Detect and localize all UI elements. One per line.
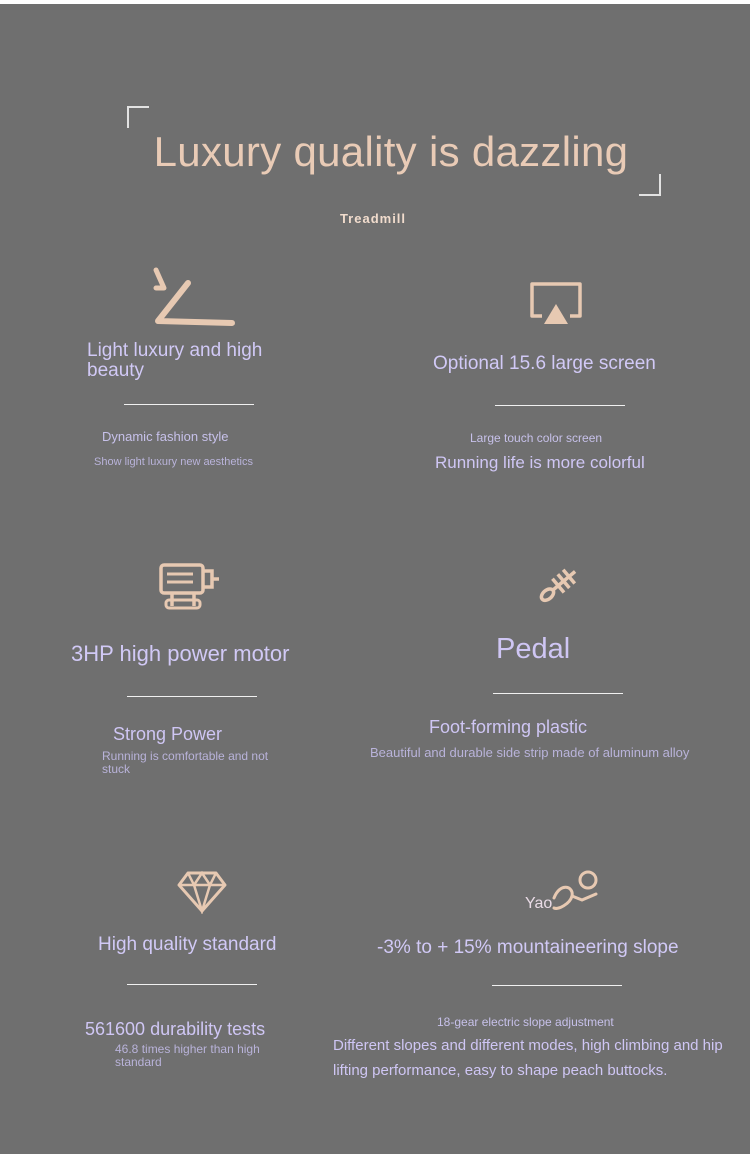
- divider: [127, 696, 257, 697]
- feature-heading-screen: Optional 15.6 large screen: [433, 353, 656, 374]
- feature-desc-light-luxury: Show light luxury new aesthetics: [94, 456, 253, 468]
- feature-heading-light-luxury: Light luxury and high beauty: [87, 340, 263, 381]
- page-title: Luxury quality is dazzling: [153, 128, 629, 175]
- feature-sub-screen: Large touch color screen: [470, 431, 603, 445]
- corner-bracket-top-left: [127, 106, 149, 128]
- divider: [495, 405, 625, 406]
- divider: [493, 693, 623, 694]
- feature-sub-slope: 18-gear electric slope adjustment: [437, 1015, 614, 1029]
- divider: [492, 985, 622, 986]
- screen-icon: [528, 280, 584, 328]
- corner-bracket-bottom-right: [639, 174, 661, 196]
- feature-heading-slope: -3% to + 15% mountaineering slope: [377, 937, 679, 958]
- feature-sub-pedal: Foot-forming plastic: [429, 717, 588, 737]
- pedal-icon: [534, 560, 584, 610]
- feature-desc-pedal: Beautiful and durable side strip made of aluminum alloy: [370, 745, 690, 760]
- feature-heading-quality: High quality standard: [98, 934, 277, 955]
- feature-desc-screen: Running life is more colorful: [435, 453, 645, 472]
- feature-heading-pedal: Pedal: [496, 633, 571, 665]
- diamond-icon: [176, 870, 228, 914]
- feature-sub-motor: Strong Power: [113, 724, 223, 744]
- feature-desc-quality: 46.8 times higher than high standard: [115, 1042, 260, 1069]
- motor-icon: [158, 562, 222, 612]
- top-strip: [0, 0, 750, 4]
- page-subtitle: Treadmill: [339, 211, 407, 226]
- divider: [127, 984, 257, 985]
- runner-icon: [550, 868, 602, 916]
- feature-desc-slope: Different slopes and different modes, high climbing and hip lifting performance, easy to shape peach buttocks.: [333, 1037, 723, 1079]
- treadmill-icon: [150, 266, 236, 330]
- feature-heading-motor: 3HP high power motor: [71, 641, 290, 666]
- runner-icon-label: Yao: [525, 895, 553, 912]
- feature-sub-light-luxury: Dynamic fashion style: [102, 429, 229, 444]
- feature-desc-motor: Running is comfortable and not stuck: [102, 749, 269, 776]
- divider: [124, 404, 254, 405]
- feature-sub-quality: 561600 durability tests: [85, 1019, 266, 1039]
